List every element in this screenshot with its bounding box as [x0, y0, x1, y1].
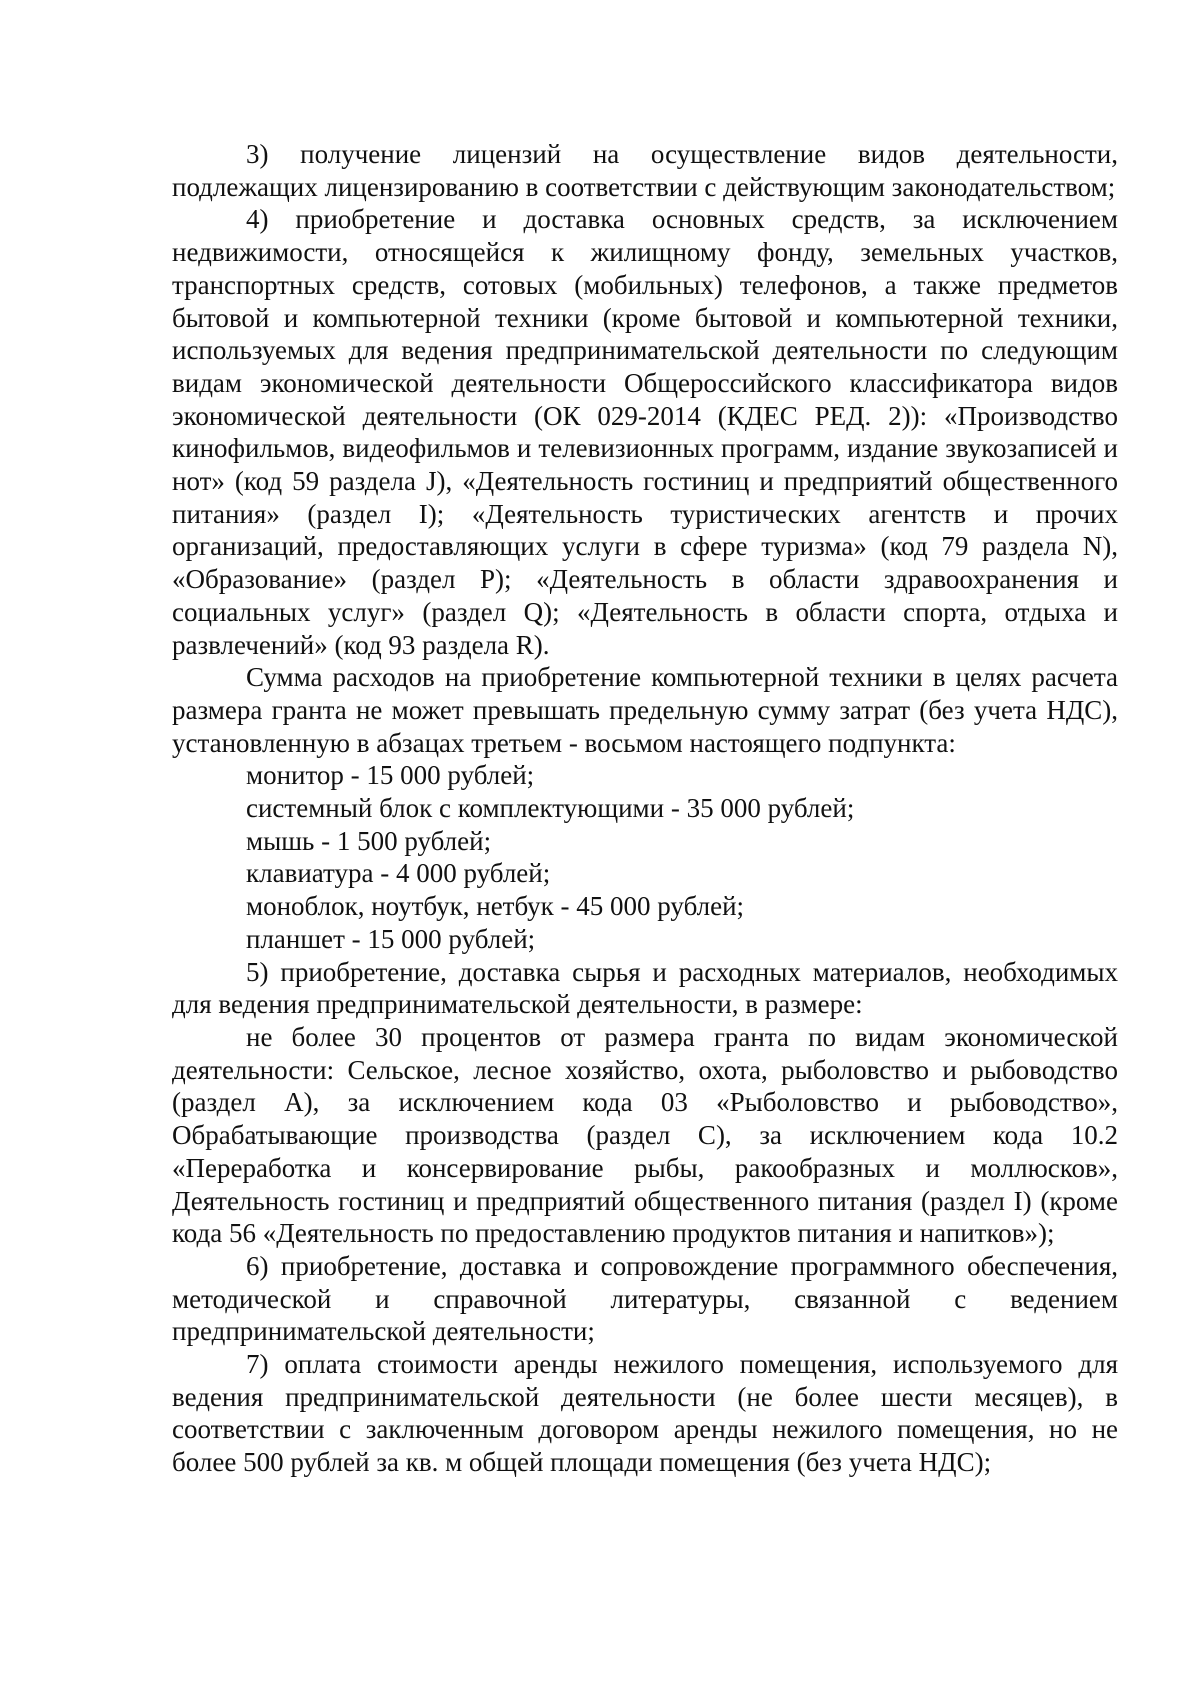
- limit-keyboard: клавиатура - 4 000 рублей;: [246, 858, 551, 889]
- limit-tablet: планшет - 15 000 рублей;: [246, 923, 536, 954]
- limit-mouse: мышь - 1 500 рублей;: [246, 825, 492, 856]
- paragraph-item-7: 7) оплата стоимости аренды нежилого помещения, используемого для ведения предпринимательской деятельности (не более шести месяцев), в соответствии с заключенным договором аренды нежилого помещения, но не более 500 рублей за кв. м общей площади помещения (без учета НДС);: [172, 1349, 1118, 1478]
- limit-monitor: монитор - 15 000 рублей;: [246, 760, 535, 791]
- limit-system-unit: системный блок с комплектующими - 35 000 рублей;: [246, 793, 855, 824]
- limit-monoblock-laptop: моноблок, ноутбук, нетбук - 45 000 рублей;: [246, 891, 745, 922]
- paragraph-item-6: 6) приобретение, доставка и сопровождение программного обеспечения, методической и справочной литературы, связанной с ведением предпринимательской деятельности;: [172, 1250, 1118, 1347]
- paragraph-item-4: 4) приобретение и доставка основных средств, за исключением недвижимости, относящейся к жилищному фонду, земельных участков, транспортных средств, сотовых (мобильных) телефонов, а также предметов бытовой и компьютерной техники (кроме бытовой и компьютерной техники, используемых для ведения предпринимательской деятельности по следующим видам экономической деятельности Общероссийского классификатора видов экономической деятельности (ОК 029-2014 (КДЕС РЕД. 2)): «Производство кинофильмов, видеофильмов и телевизионных программ, издание звукозаписей и нот» (код 59 раздела J), «Деятельность гостиниц и предприятий общественного питания» (раздел I); «Деятельность туристических агентств и прочих организаций, предоставляющих услуги в сфере туризма» (код 79 раздела N), «Образование» (раздел P); «Деятельность в области здравоохранения и социальных услуг» (раздел Q); «Деятельность в области спорта, отдыха и развлечений» (код 93 раздела R).: [172, 204, 1118, 660]
- paragraph-item-5: 5) приобретение, доставка сырья и расходных материалов, необходимых для ведения предпринимательской деятельности, в размере:: [172, 956, 1118, 1020]
- paragraph-item-5-detail: не более 30 процентов от размера гранта по видам экономической деятельности: Сельское, лесное хозяйство, охота, рыболовство и рыбоводство (раздел A), за исключением кода 03 «Рыболовство и рыбоводство», Обрабатывающие производства (раздел C), за исключением кода 10.2 «Переработка и консервирование рыбы, ракообразных и моллюсков», Деятельность гостиниц и предприятий общественного питания (раздел I) (кроме кода 56 «Деятельность по предоставлению продуктов питания и напитков»);: [172, 1021, 1118, 1249]
- computer-limits-list: [172, 759, 1118, 955]
- paragraph-item-3: 3) получение лицензий на осуществление видов деятельности, подлежащих лицензированию в соответствии с действующим законодательством;: [172, 139, 1118, 202]
- document-page: [172, 138, 1118, 1479]
- paragraph-computer-limits-intro: Сумма расходов на приобретение компьютерной техники в целях расчета размера гранта не может превышать предельную сумму затрат (без учета НДС), установленную в абзацах третьем - восьмом настоящего подпункта:: [172, 662, 1118, 758]
